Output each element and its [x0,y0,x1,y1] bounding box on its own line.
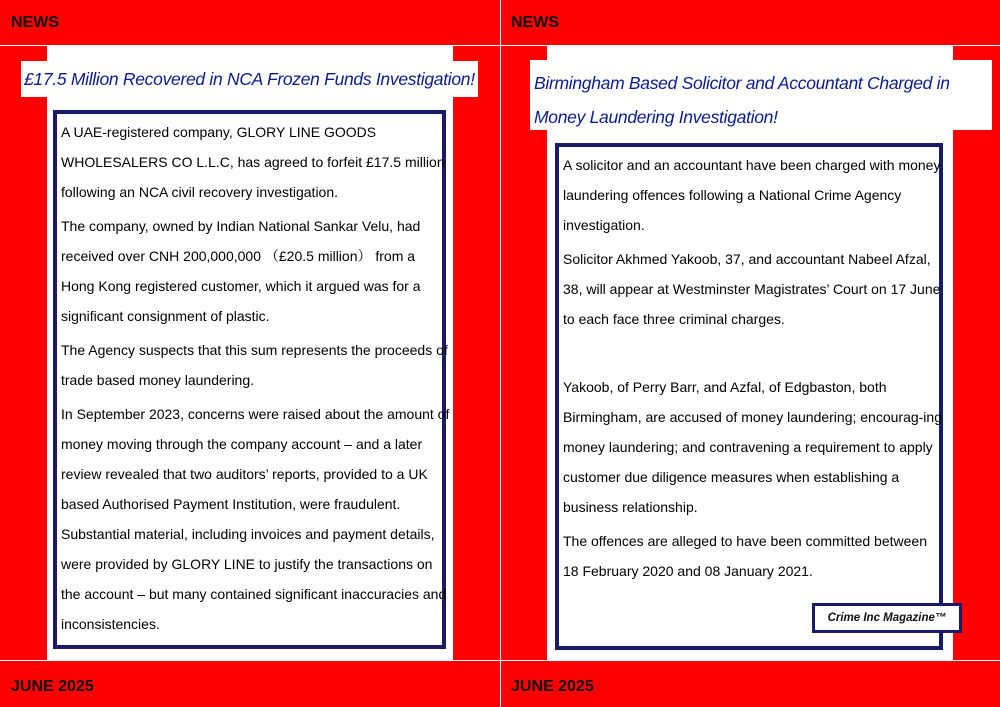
right-paragraph-4: The offences are alleged to have been committed between 18 February 2020 and 08 January 2021. [563,533,927,579]
right-footer-date: JUNE 2025 [511,678,594,695]
left-footer-date: JUNE 2025 [11,678,94,695]
left-footer [0,660,500,707]
left-paragraph-3: The Agency suspects that this sum represents the proceeds of trade based money laundering. [61,342,448,388]
left-paragraph-4: In September 2023, concerns were raised about the amount of money moving through the company account – and a later review revealed that two auditors’ reports, provided to a UK based Authorised Payment Institution, were fraudulent. Substantial material, including invoices and payment details, were provided by GLORY LINE to justify the transactions on the account – but many contained significant inaccuracies and inconsistencies. [61,406,450,632]
left-article-body [61,117,451,643]
right-header [500,0,1000,46]
left-paragraph-2: The company, owned by Indian National Sankar Velu, had received over CNH 200,000,000 （£20.5 million） from a Hong Kong registered customer, which it argued was for a significant consignment of plastic. [61,218,421,324]
right-headline: Birmingham Based Solicitor and Accountant Charged in Money Laundering Investigation! [534,73,950,127]
page-divider [500,0,501,707]
left-section-label: NEWS [11,14,59,31]
left-header [0,0,500,46]
right-article-frame [555,143,943,650]
right-paragraph-2: Solicitor Akhmed Yakoob, 37, and accountant Nabeel Afzal, 38, will appear at Westminster Magistrates’ Court on 17 June to each face three criminal charges. [563,251,941,327]
left-headline-box [21,61,478,97]
right-headline-box [530,60,992,130]
right-paragraph-1: A solicitor and an accountant have been charged with money laundering offences following a National Crime Agency investigation. [563,157,941,233]
magazine-tag-label: Crime Inc Magazine™ [827,612,947,624]
left-paragraph-1: A UAE-registered company, GLORY LINE GOODS WHOLESALERS CO L.L.C, has agreed to forfeit £17.5 million following an NCA civil recovery investigation. [61,124,445,200]
magazine-tag [812,603,962,633]
right-paragraph-3: Yakoob, of Perry Barr, and Azfal, of Edgbaston, both Birmingham, are accused of money laundering; encourag-ing money laundering; and contravening a requirement to apply customer due diligence measures when establishing a business relationship. [563,379,942,515]
right-page [500,0,1000,707]
right-section-label: NEWS [511,14,559,31]
left-article-frame [53,110,450,649]
right-article-body [563,150,943,590]
left-headline: £17.5 Million Recovered in NCA Frozen Funds Investigation! [24,69,475,89]
right-footer [500,660,1000,707]
